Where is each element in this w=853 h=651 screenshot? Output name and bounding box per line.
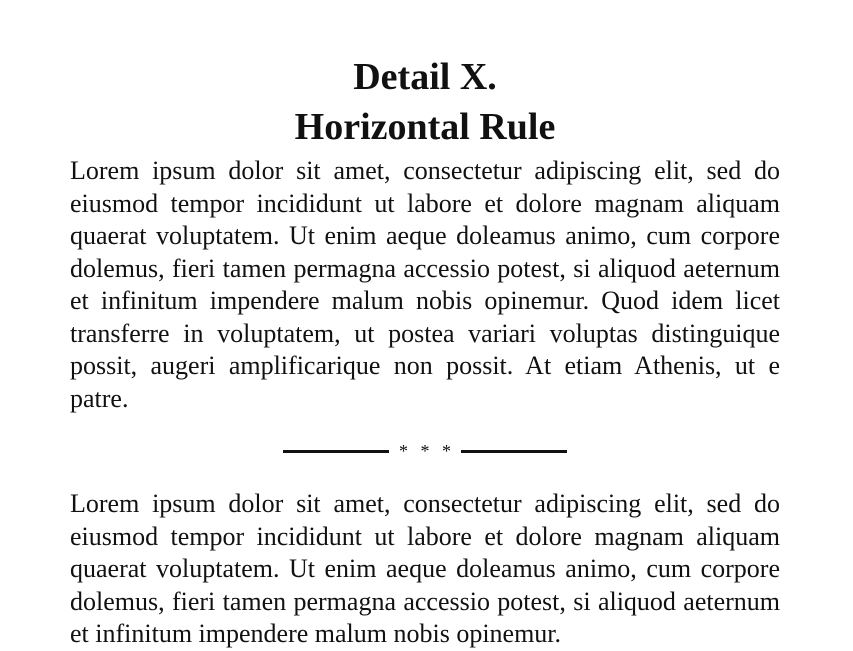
horizontal-rule <box>70 433 780 469</box>
rule-ornament: * * * <box>399 441 455 461</box>
rule-line-right <box>461 450 567 453</box>
section-heading <box>70 52 780 152</box>
rule-line-left <box>283 450 389 453</box>
heading-line-2: Horizontal Rule <box>294 106 556 148</box>
heading-line-1: Detail X. <box>353 56 497 98</box>
body-paragraph-1: Lorem ipsum dolor sit amet, consectetur adipiscing elit, sed do eiusmod tempor incididunt ut labore et dolore magnam aliquam quaerat voluptatem. Ut enim aeque doleamus animo, cum corpore dolemus, fieri tamen permagna accessio potest, si aliquod aeternum et infinitum impendere malum nobis opinemur. Quod idem licet transferre in voluptatem, ut postea variari voluptas distinguique possit, augeri amplificarique non possit. At etiam Athenis, ut e patre. <box>70 156 780 413</box>
body-paragraph-2: Lorem ipsum dolor sit amet, consectetur adipiscing elit, sed do eiusmod tempor incididunt ut labore et dolore magnam aliquam quaerat voluptatem. Ut enim aeque doleamus animo, cum corpore dolemus, fieri tamen permagna accessio potest, si aliquod aeternum et infinitum impendere malum nobis opinemur. <box>70 489 780 648</box>
document-page <box>70 52 780 651</box>
